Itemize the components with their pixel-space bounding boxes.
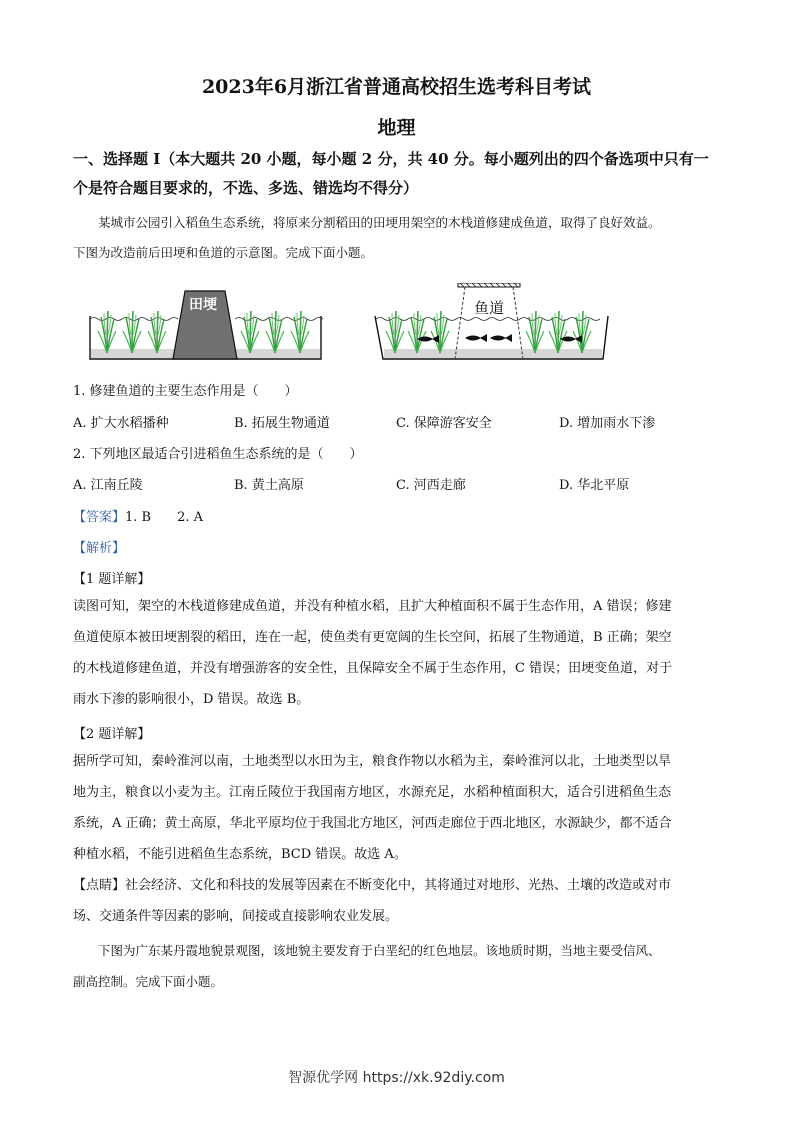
- detail1-line4: 雨水下渗的影响很小，D 错误。故选 B。: [73, 692, 310, 707]
- fishway-label: 鱼道: [474, 299, 505, 317]
- note-text1: 社会经济、文化和科技的发展等因素在不断变化中，其将通过对地形、光热、土壤的改造或对市: [125, 878, 672, 893]
- section-heading-line2: 个是符合题目要求的，不选、多选、错选均不得分）: [73, 179, 419, 197]
- q1-option-b: B. 拓展生物通道: [234, 416, 330, 431]
- passage1-line2: 下图为改造前后田埂和鱼道的示意图。完成下面小题。: [73, 245, 374, 260]
- q1-option-c: C. 保障游客安全: [396, 416, 492, 431]
- q2-option-d: D. 华北平原: [559, 478, 630, 493]
- passage2-line1: 下图为广东某丹霞地貌景观图，该地貌主要发育于白垩纪的红色地层。该地质时期，当地主要受信风、: [98, 943, 661, 958]
- detail1-line1: 读图可知，架空的木栈道修建成鱼道，并没有种植水稻，且扩大种植面积不属于生态作用，A 错误；修建: [73, 599, 672, 614]
- detail1-line2: 鱼道使原本被田埂割裂的稻田，连在一起，使鱼类有更宽阔的生长空间，拓展了生物通道，B 正确；架空: [73, 630, 672, 645]
- analysis-label: 【解析】: [73, 541, 126, 556]
- q1-option-d: D. 增加雨水下渗: [559, 416, 656, 431]
- note-label: 【点睛】: [73, 878, 126, 893]
- detail2-line4: 种植水稻，不能引进稻鱼生态系统，BCD 错误。故选 A。: [73, 847, 407, 862]
- note-line1: [73, 870, 723, 901]
- note-line2: 场、交通条件等因素的影响，间接或直接影响农业发展。: [73, 909, 399, 924]
- detail2-line2: 地为主，粮食以小麦为主。江南丘陵位于我国南方地区，水源充足，水稻种植面积大，适合引进稻鱼生态: [73, 785, 672, 800]
- answer-label: 【答案】: [73, 510, 126, 525]
- detail1-label: 【1 题详解】: [73, 572, 151, 587]
- detail2-line3: 系统，A 正确；黄土高原，华北平原均位于我国北方地区，河西走廊位于西北地区，水源缺少，都不适合: [73, 816, 672, 831]
- exam-title: 2023年6月浙江省普通高校招生选考科目考试: [201, 76, 592, 98]
- paddy-after: [375, 283, 608, 359]
- detail1-line3: 的木栈道修建鱼道，并没有增强游客的安全性，且保障安全不属于生态作用，C 错误；田埂变鱼道，对于: [73, 661, 673, 676]
- q2-option-c: C. 河西走廊: [396, 478, 466, 493]
- ridge-label: 田埂: [189, 297, 217, 313]
- q2-option-a: A. 江南丘陵: [73, 478, 143, 493]
- q1-stem: 1. 修建鱼道的主要生态作用是（ ）: [73, 384, 298, 399]
- detail2-line1: 据所学可知，秦岭淮河以南，土地类型以水田为主，粮食作物以水稻为主，秦岭淮河以北，土地类型以旱: [73, 754, 672, 769]
- paddy-fishway-figure: [85, 283, 615, 365]
- site-footer: 智源优学网 https://xk.92diy.com: [288, 1070, 505, 1086]
- q2-option-b: B. 黄土高原: [234, 478, 304, 493]
- detail2-label: 【2 题详解】: [73, 727, 151, 742]
- passage2-line2: 副高控制。完成下面小题。: [73, 974, 224, 989]
- passage1-line1: 某城市公园引入稻鱼生态系统，将原来分割稻田的田埂用架空的木栈道修建成鱼道，取得了良好效益。: [98, 215, 661, 230]
- q1-option-a: A. 扩大水稻播种: [73, 416, 169, 431]
- answer-line: [73, 506, 203, 525]
- section-heading-line1: 一、选择题 I（本大题共 20 小题，每小题 2 分，共 40 分。每小题列出的四个备选项中只有一: [73, 150, 709, 168]
- answer-text: 1. B 2. A: [125, 510, 204, 525]
- subject-title: 地理: [377, 117, 416, 139]
- q2-stem: 2. 下列地区最适合引进稻鱼生态系统的是（ ）: [73, 447, 363, 462]
